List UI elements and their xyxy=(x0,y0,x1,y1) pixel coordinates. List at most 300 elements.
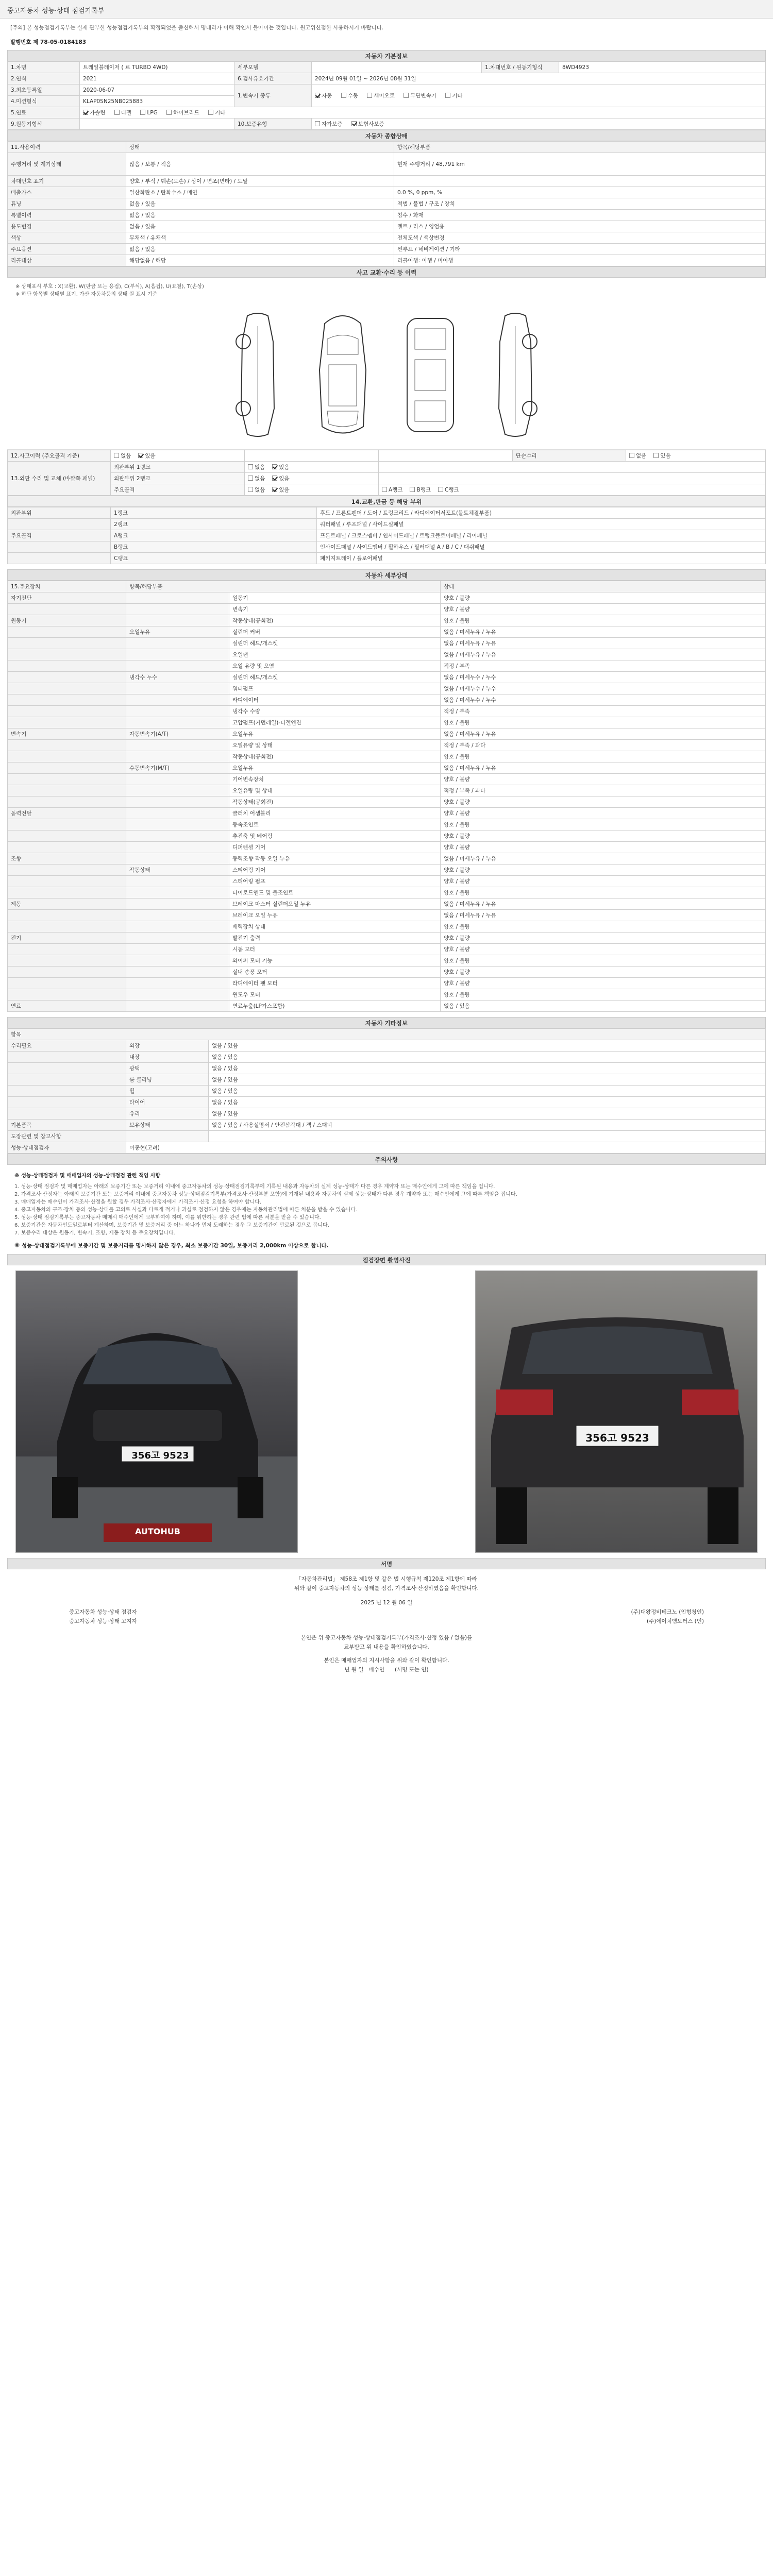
detail-row xyxy=(8,638,766,649)
other-row xyxy=(8,1120,766,1131)
fuel-options: 가솔린 디젤 LPG 하이브리드 기타 xyxy=(80,107,766,118)
detail-cell-s xyxy=(126,615,229,626)
detail-cell-g xyxy=(8,717,126,728)
label-rank2: 외판부위 2랭크 xyxy=(111,473,245,484)
detail-cell-item: 실린더 커버 xyxy=(229,626,441,638)
detail-cell-st: 없음 / 미세누수 / 누수 xyxy=(441,683,766,694)
detail-cell-st: 양호 / 불량 xyxy=(441,751,766,762)
value-emission: 일산화탄소 / 탄화수소 / 매연 xyxy=(126,187,394,198)
detail-cell-g xyxy=(8,967,126,978)
detail-cell-g xyxy=(8,978,126,989)
checkbox[interactable] xyxy=(114,110,120,115)
detail-cell-s xyxy=(126,796,229,808)
other-cell-v: 없음 / 있음 xyxy=(209,1052,766,1063)
detail-cell-s xyxy=(126,955,229,967)
checkbox[interactable] xyxy=(248,464,253,469)
autohub-sign: AUTOHUB xyxy=(135,1527,180,1536)
detail-cell-item: 연료누출(LP가스포함) xyxy=(229,1001,441,1012)
detail-cell-item: 발전기 출력 xyxy=(229,933,441,944)
detail-cell-item: 변속기 xyxy=(229,604,441,615)
detail-row xyxy=(8,660,766,672)
detail-cell-st: 양호 / 불량 xyxy=(441,842,766,853)
detail-cell-s xyxy=(126,819,229,831)
checkbox[interactable] xyxy=(248,476,253,481)
photo-row xyxy=(7,1265,766,1558)
notice-block xyxy=(7,19,766,37)
label-emission: 배출가스 xyxy=(8,187,126,198)
condition-table xyxy=(7,141,766,266)
detail-row xyxy=(8,706,766,717)
detail-cell-g xyxy=(8,989,126,1001)
label-use-change: 용도변경 xyxy=(8,221,126,232)
detail-cell-s xyxy=(126,706,229,717)
detail-cell-s xyxy=(126,921,229,933)
detail-row xyxy=(8,626,766,638)
other-cell-g: 수리필요 xyxy=(8,1040,126,1052)
detail-cell-g xyxy=(8,842,126,853)
detail-cell-item: 추진축 및 베어링 xyxy=(229,831,441,842)
detail-cell-s xyxy=(126,660,229,672)
other-cell-g xyxy=(8,1074,126,1086)
detail-cell-s xyxy=(126,808,229,819)
detail-cell-st: 적정 / 부족 / 과다 xyxy=(441,785,766,796)
detail-cell-s xyxy=(126,899,229,910)
label-color: 색상 xyxy=(8,232,126,244)
detail-row xyxy=(8,933,766,944)
detail-cell-item: 오일유량 및 상태 xyxy=(229,740,441,751)
detail-row xyxy=(8,649,766,660)
detail-row xyxy=(8,740,766,751)
other-cell-g: 도장관련 및 참고사항 xyxy=(8,1131,126,1142)
detail-cell-g xyxy=(8,910,126,921)
value-motor-code: KLAP0SN25NB025883 xyxy=(80,96,234,107)
label-vin: 1.차대번호 / 원동기형식 xyxy=(482,62,559,73)
other-cell-item: 보유상태 xyxy=(126,1120,209,1131)
detail-cell-st: 없음 / 미세누유 / 누유 xyxy=(441,762,766,774)
label-rank1: 외판부위 1랭크 xyxy=(111,462,245,473)
detail-row xyxy=(8,978,766,989)
detail-cell-item: 브레이크 마스터 실린더오일 누유 xyxy=(229,899,441,910)
other-cell-item: 광택 xyxy=(126,1063,209,1074)
detail-row xyxy=(8,819,766,831)
value-mileage-status: 많음 / 보통 / 적음 xyxy=(126,153,394,176)
col-items: 항목/해당부품 xyxy=(394,142,766,153)
detail-cell-g: 제동 xyxy=(8,899,126,910)
detail-table xyxy=(7,581,766,1012)
detail-cell-s xyxy=(126,683,229,694)
detail-cell-g xyxy=(8,751,126,762)
detail-cell-s: 오일누유 xyxy=(126,626,229,638)
detail-cell-g: 자기진단 xyxy=(8,592,126,604)
other-cell-item: 휠 xyxy=(126,1086,209,1097)
detail-row xyxy=(8,921,766,933)
registration-number: 발행번호 제 78-05-0184183 xyxy=(10,39,87,45)
detail-cell-st: 양호 / 불량 xyxy=(441,921,766,933)
detail-cell-st: 양호 / 불량 xyxy=(441,933,766,944)
detail-cell-s xyxy=(126,751,229,762)
detail-cell-st: 없음 / 미세누유 / 누유 xyxy=(441,853,766,865)
detail-cell-g: 전기 xyxy=(8,933,126,944)
detail-cell-g xyxy=(8,955,126,967)
label-usage-history: 11.사용이력 xyxy=(8,142,126,153)
label-special-history: 특별이력 xyxy=(8,210,126,221)
col-detail-status: 상태 xyxy=(441,581,766,592)
detail-cell-st: 없음 / 미세누수 / 누수 xyxy=(441,672,766,683)
value-recall: 해당없음 / 해당 xyxy=(126,255,394,266)
detail-cell-item: 작동상태(공회전) xyxy=(229,615,441,626)
checkbox[interactable] xyxy=(629,453,634,458)
detail-cell-g xyxy=(8,865,126,876)
detail-cell-item: 원동기 xyxy=(229,592,441,604)
detail-cell-g xyxy=(8,762,126,774)
detail-cell-g xyxy=(8,796,126,808)
other-cell-g xyxy=(8,1097,126,1108)
detail-cell-s xyxy=(126,649,229,660)
detail-cell-item: 클러치 어셈블리 xyxy=(229,808,441,819)
checkbox[interactable] xyxy=(248,487,253,492)
label-tuning: 튜닝 xyxy=(8,198,126,210)
other-cell-g xyxy=(8,1052,126,1063)
value-price: 이종현(고려) xyxy=(126,1142,766,1154)
col-main-device: 15.주요장치 xyxy=(8,581,126,592)
checkbox[interactable] xyxy=(114,453,119,458)
other-cell-item: 내장 xyxy=(126,1052,209,1063)
detail-row xyxy=(8,592,766,604)
other-cell-item: 타이어 xyxy=(126,1097,209,1108)
detail-cell-item: 오일누유 xyxy=(229,762,441,774)
label-vin-mark: 차대번호 표기 xyxy=(8,176,126,187)
detail-cell-st: 양호 / 불량 xyxy=(441,955,766,967)
detail-row xyxy=(8,831,766,842)
detail-cell-s xyxy=(126,717,229,728)
col-detail-items: 항목/해당부품 xyxy=(126,581,441,592)
detail-cell-item: 워터펌프 xyxy=(229,683,441,694)
detail-cell-st: 없음 / 미세누유 / 누유 xyxy=(441,649,766,660)
other-cell-v: 없음 / 있음 xyxy=(209,1063,766,1074)
rank2-options: 없음 있음 xyxy=(245,473,379,484)
basic-info-table xyxy=(7,61,766,130)
detail-cell-item: 라디에이터 팬 모터 xyxy=(229,978,441,989)
detail-cell-st: 적정 / 부족 xyxy=(441,660,766,672)
rear-photo xyxy=(475,1270,758,1553)
detail-row xyxy=(8,694,766,706)
section-title-condition: 자동차 종합상태 xyxy=(7,130,766,141)
detail-cell-st: 양호 / 불량 xyxy=(441,604,766,615)
detail-row xyxy=(8,899,766,910)
other-cell-g xyxy=(8,1086,126,1097)
detail-cell-s xyxy=(126,592,229,604)
detail-cell-g: 연료 xyxy=(8,1001,126,1012)
detail-cell-st: 없음 / 미세누유 / 누유 xyxy=(441,638,766,649)
checkbox[interactable] xyxy=(653,453,659,458)
other-cell-g xyxy=(8,1063,126,1074)
detail-cell-g: 동력전달 xyxy=(8,808,126,819)
detail-cell-s xyxy=(126,967,229,978)
detail-cell-st: 적정 / 부족 xyxy=(441,706,766,717)
value-options-detail: 썬루프 / 네비게이션 / 기타 xyxy=(394,244,766,255)
detail-cell-g xyxy=(8,819,126,831)
other-cell-g: 기본품목 xyxy=(8,1120,126,1131)
license-plate: 356고 9523 xyxy=(131,1450,189,1461)
value-first-reg: 2020-06-07 xyxy=(80,84,234,96)
section-title-basic: 자동차 기본정보 xyxy=(7,50,766,61)
detail-cell-item: 오일유량 및 상태 xyxy=(229,785,441,796)
label-detail-model: 세부모델 xyxy=(234,62,312,73)
label-price: 성능·상태점검자 xyxy=(8,1142,126,1154)
detail-cell-st: 양호 / 불량 xyxy=(441,819,766,831)
checkbox[interactable] xyxy=(208,110,213,115)
value-tuning-detail: 적법 / 불법 / 구조 / 장치 xyxy=(394,198,766,210)
label-recall: 리콜대상 xyxy=(8,255,126,266)
detail-row xyxy=(8,910,766,921)
detail-cell-item: 동력조향 작동 오일 누유 xyxy=(229,853,441,865)
detail-cell-g xyxy=(8,740,126,751)
label-fuel: 5.연료 xyxy=(8,107,80,118)
car-left-side-icon xyxy=(227,311,289,439)
detail-cell-s xyxy=(126,933,229,944)
detail-cell-st: 없음 / 미세누유 / 누유 xyxy=(441,626,766,638)
detail-cell-item: 실린더 헤드/개스켓 xyxy=(229,638,441,649)
checkbox[interactable] xyxy=(315,121,320,126)
detail-cell-g xyxy=(8,694,126,706)
detail-row xyxy=(8,751,766,762)
label-year: 2.연식 xyxy=(8,73,80,84)
value-current-mileage: 현재 주행거리 / 48,791 km xyxy=(394,153,766,176)
detail-cell-item: 실린더 헤드/개스켓 xyxy=(229,672,441,683)
detail-cell-s xyxy=(126,944,229,955)
detail-cell-item: 브레이크 오일 누유 xyxy=(229,910,441,921)
detail-row xyxy=(8,796,766,808)
other-row xyxy=(8,1040,766,1052)
detail-cell-item: 오일팬 xyxy=(229,649,441,660)
detail-cell-item: 디퍼렌셜 기어 xyxy=(229,842,441,853)
checkbox-checked[interactable] xyxy=(315,93,320,98)
value-vin: 8WD4923 xyxy=(559,62,766,73)
detail-cell-s xyxy=(126,1001,229,1012)
frame-options: 없음 있음 xyxy=(245,484,379,496)
detail-cell-s xyxy=(126,989,229,1001)
detail-cell-g xyxy=(8,706,126,717)
detail-row xyxy=(8,808,766,819)
detail-cell-s xyxy=(126,694,229,706)
signature-block: 「자동차관리법」 제58조 제1항 및 같은 법 시행규칙 제120조 제1항에 따라 위와 같이 중고자동차의 성능·상태를 점검, 가격조사·산정하였음을 확인합니다. 2025 년 12 월 06 일 중고자동차 성능·상태 점검자 (주)대왕정비테크노 (인형청인) 중고자동차 성능·상태 고지자 (주)에이치엠모터스 (인) 본인은 위 중고자동차 성능·상태점검기록부(가격조사·산정 있음 / 없음)를 교부받고 위 내용을 확인하였습니다. 본인은 매매업자의 지시사항을 위와 같이 확인합니다. 년 월 일 매수인 (서명 또는 인) xyxy=(7,1569,766,1680)
label-mission: 4.미션형식 xyxy=(8,96,80,107)
warranty-options: 자가보증 보험사보증 xyxy=(312,118,766,130)
accident-options: 없음 있음 xyxy=(111,450,245,462)
checkbox[interactable] xyxy=(410,487,415,492)
detail-cell-item: 오일누유 xyxy=(229,728,441,740)
detail-row xyxy=(8,604,766,615)
detail-cell-g: 원동기 xyxy=(8,615,126,626)
checkbox-checked[interactable] xyxy=(272,487,277,492)
other-cell-g xyxy=(8,1108,126,1120)
document-title: 중고자동차 성능·상태 점검기록부 xyxy=(0,0,773,19)
detail-cell-st: 없음 / 미세누유 / 누유 xyxy=(441,910,766,921)
detail-cell-st: 양호 / 불량 xyxy=(441,967,766,978)
checkbox[interactable] xyxy=(140,110,145,115)
detail-cell-st: 없음 / 미세누수 / 누수 xyxy=(441,694,766,706)
detail-row xyxy=(8,865,766,876)
detail-cell-item: 와이퍼 모터 기능 xyxy=(229,955,441,967)
label-car-name: 1.차명 xyxy=(8,62,80,73)
checkbox[interactable] xyxy=(341,93,346,98)
detail-cell-item: 윈도우 모터 xyxy=(229,989,441,1001)
detail-cell-s xyxy=(126,978,229,989)
detail-cell-s xyxy=(126,604,229,615)
other-row xyxy=(8,1086,766,1097)
section-title-damage: 사고 교환·수리 등 이력 xyxy=(7,266,766,278)
value-color: 무채색 / 유채색 xyxy=(126,232,394,244)
checkbox-checked[interactable] xyxy=(138,453,143,458)
detail-cell-s xyxy=(126,740,229,751)
value-use-change-detail: 렌트 / 리스 / 영업용 xyxy=(394,221,766,232)
detail-row xyxy=(8,728,766,740)
detail-cell-st: 없음 / 있음 xyxy=(441,1001,766,1012)
detail-cell-g: 조향 xyxy=(8,853,126,865)
checkbox[interactable] xyxy=(404,93,409,98)
notice-line: [주의] 본 성능점검기록부는 실제 관부한 성능점검기록부의 확정되었을 출신해서 명대리가 이해 확인서 돌아이는 것입니다. 원고위신점한 사용하시기 바랍니다. xyxy=(10,25,384,31)
detail-cell-s: 수동변속기(M/T) xyxy=(126,762,229,774)
detail-row xyxy=(8,762,766,774)
detail-row xyxy=(8,615,766,626)
transmission-options: 자동 수동 세미오토 무단변속기 기타 xyxy=(312,84,766,107)
label-inspection-period: 6.검사유효기간 xyxy=(234,73,312,84)
detail-cell-item: 실내 송풍 모터 xyxy=(229,967,441,978)
front-photo xyxy=(15,1270,298,1553)
detail-cell-item: 작동상태(공회전) xyxy=(229,751,441,762)
simple-repair-options: 없음 있음 xyxy=(626,450,766,462)
other-cell-v: 없음 / 있음 xyxy=(209,1074,766,1086)
detail-cell-st: 양호 / 불량 xyxy=(441,887,766,899)
other-rows xyxy=(8,1040,766,1142)
detail-cell-st: 양호 / 불량 xyxy=(441,592,766,604)
car-front-image xyxy=(16,1271,298,1553)
section-title-detail: 자동차 세부상태 xyxy=(7,569,766,581)
detail-row xyxy=(8,944,766,955)
damage-legend: ※ 상태표시 부호 : X(교환), W(판금 또는 용접), C(부식), A(흠집), U(요철), T(손상) ※ 하단 항목별 상태별 표기. 가산 자동차등의 상태 원 표시 기준 xyxy=(15,284,204,297)
detail-cell-item: 타이로드엔드 및 볼조인트 xyxy=(229,887,441,899)
detail-row xyxy=(8,1001,766,1012)
detail-cell-g xyxy=(8,944,126,955)
detail-cell-g xyxy=(8,604,126,615)
car-bottom-icon xyxy=(397,308,464,442)
checkbox[interactable] xyxy=(166,110,172,115)
other-row xyxy=(8,1108,766,1120)
checkbox[interactable] xyxy=(367,93,372,98)
detail-cell-st: 양호 / 불량 xyxy=(441,978,766,989)
detail-cell-st: 양호 / 불량 xyxy=(441,865,766,876)
rank1-options: 없음 있음 xyxy=(245,462,379,473)
detail-cell-item: 시동 모터 xyxy=(229,944,441,955)
detail-cell-item: 스티어링 기어 xyxy=(229,865,441,876)
other-cell-item: 룸 클리닝 xyxy=(126,1074,209,1086)
detail-cell-g xyxy=(8,774,126,785)
detail-rows xyxy=(8,592,766,1012)
detail-row xyxy=(8,989,766,1001)
other-cell-item xyxy=(126,1131,209,1142)
detail-row xyxy=(8,785,766,796)
detail-cell-st: 양호 / 불량 xyxy=(441,831,766,842)
detail-cell-g xyxy=(8,649,126,660)
detail-row xyxy=(8,842,766,853)
detail-cell-g xyxy=(8,921,126,933)
detail-cell-s xyxy=(126,774,229,785)
detail-cell-item: 등속조인트 xyxy=(229,819,441,831)
value-options: 없음 / 있음 xyxy=(126,244,394,255)
detail-cell-g xyxy=(8,831,126,842)
other-row xyxy=(8,1052,766,1063)
value-special-detail: 침수 / 화재 xyxy=(394,210,766,221)
car-top-icon xyxy=(309,308,376,442)
label-panel-repair: 13.외판 수리 및 교체 (바깥쪽 패널) xyxy=(8,462,111,496)
detail-cell-s xyxy=(126,853,229,865)
detail-cell-st: 양호 / 불량 xyxy=(441,774,766,785)
detail-cell-s xyxy=(126,876,229,887)
checkbox-checked[interactable] xyxy=(351,121,357,126)
checkbox-checked[interactable] xyxy=(83,110,88,115)
detail-cell-st: 양호 / 불량 xyxy=(441,717,766,728)
checkbox-checked[interactable] xyxy=(272,476,277,481)
detail-cell-st: 양호 / 불량 xyxy=(441,808,766,819)
detail-row xyxy=(8,967,766,978)
label-accident: 12.사고이력 (주요골격 기준) xyxy=(8,450,111,462)
detail-cell-s xyxy=(126,785,229,796)
detail-cell-item: 스티어링 펌프 xyxy=(229,876,441,887)
value-inspection-period: 2024년 09월 01일 ~ 2026년 08월 31일 xyxy=(312,73,766,84)
detail-cell-item: 기어변속장치 xyxy=(229,774,441,785)
col-status: 상태 xyxy=(126,142,394,153)
detail-row xyxy=(8,672,766,683)
detail-cell-s: 자동변속기(A/T) xyxy=(126,728,229,740)
detail-cell-st: 양호 / 불량 xyxy=(441,876,766,887)
detail-row xyxy=(8,717,766,728)
other-cell-item: 외장 xyxy=(126,1040,209,1052)
car-right-side-icon xyxy=(484,311,546,439)
value-recall-detail: 리콜이행: 이행 / 미이행 xyxy=(394,255,766,266)
label-warranty: 10.보증유형 xyxy=(234,118,312,130)
detail-cell-s: 냉각수 누수 xyxy=(126,672,229,683)
detail-cell-s xyxy=(126,842,229,853)
other-table xyxy=(7,1028,766,1154)
other-cell-v: 없음 / 있음 xyxy=(209,1086,766,1097)
detail-cell-item: 작동상태(공회전) xyxy=(229,796,441,808)
checkbox[interactable] xyxy=(382,487,387,492)
detail-cell-s xyxy=(126,638,229,649)
accident-table xyxy=(7,450,766,496)
detail-cell-g xyxy=(8,672,126,683)
checkbox[interactable] xyxy=(438,487,443,492)
label-transmission: 1.변속기 종류 xyxy=(234,84,312,107)
detail-row xyxy=(8,887,766,899)
other-cell-v: 없음 / 있음 xyxy=(209,1108,766,1120)
detail-cell-item: 배력장치 상태 xyxy=(229,921,441,933)
detail-cell-item: 냉각수 수량 xyxy=(229,706,441,717)
label-first-reg: 3.최초등록일 xyxy=(8,84,80,96)
detail-cell-s xyxy=(126,831,229,842)
detail-cell-item: 고압펌프(커먼레일)-디젤엔진 xyxy=(229,717,441,728)
value-tuning: 없음 / 있음 xyxy=(126,198,394,210)
section-title-rules: 주의사항 xyxy=(7,1154,766,1165)
other-row xyxy=(8,1131,766,1142)
detail-cell-st: 양호 / 불량 xyxy=(441,989,766,1001)
detail-cell-st: 양호 / 불량 xyxy=(441,796,766,808)
detail-cell-g xyxy=(8,626,126,638)
value-vin-mark: 양호 / 부식 / 훼손(오손) / 상이 / 변조(변타) / 도말 xyxy=(126,176,394,187)
value-use-change: 없음 / 있음 xyxy=(126,221,394,232)
checkbox[interactable] xyxy=(445,93,450,98)
checkbox-checked[interactable] xyxy=(272,464,277,469)
value-special-history: 없음 / 있음 xyxy=(126,210,394,221)
